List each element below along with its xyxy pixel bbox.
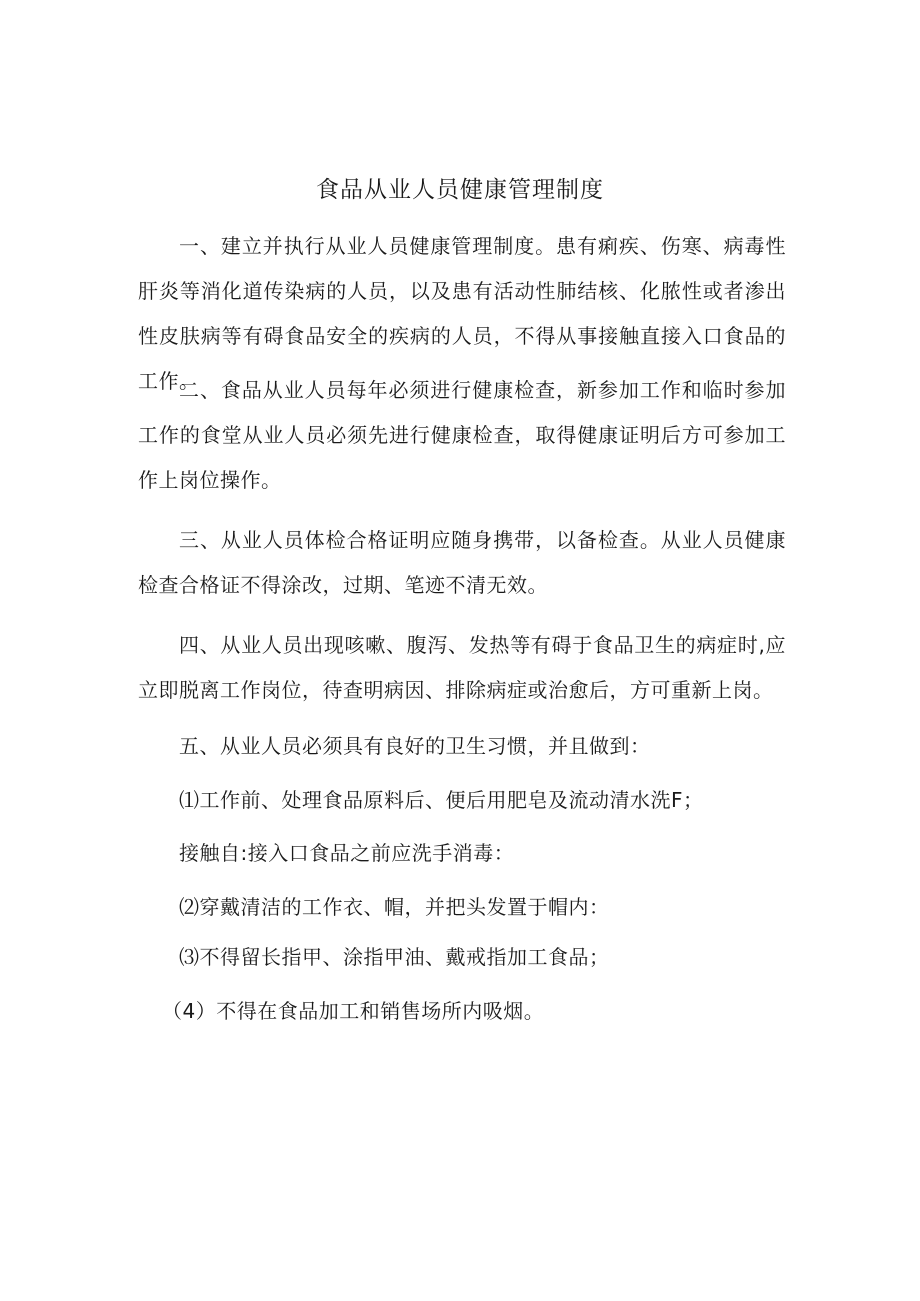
hygiene-item-4: （4）不得在食品加工和销售场所内吸烟。 bbox=[162, 999, 545, 1023]
paragraph-illness-removal: 四、从业人员出现咳嗽、腹泻、发热等有碍于食品卫生的病症时,应立即脱离工作岗位，待查明病因、排除病症或治愈后，方可重新上岗。 bbox=[138, 633, 786, 702]
hygiene-item-3: ⑶不得留长指甲、涂指甲油、戴戒指加工食品； bbox=[179, 945, 610, 969]
hygiene-item-1-continued: 接触自:接入口食品之前应洗手消毒： bbox=[179, 841, 515, 865]
paragraph-health-check: 二、食品从业人员每年必须进行健康检查，新参加工作和临时参加工作的食堂从业人员必须先进行健康检查，取得健康证明后方可参加工作上岗位操作。 bbox=[138, 378, 786, 492]
document-title: 食品从业人员健康管理制度 bbox=[316, 177, 604, 203]
hygiene-habits-heading: 五、从业人员必须具有良好的卫生习惯，并且做到： bbox=[179, 734, 651, 758]
paragraph-health-management: 一、建立并执行从业人员健康管理制度。患有痢疾、伤寒、病毒性肝炎等消化道传染病的人员，以及患有活动性肺结核、化脓性或者渗出性皮肤病等有碍食品安全的疾病的人员，不得从事接触直接入口食品的工作。 bbox=[138, 234, 786, 393]
hygiene-item-2: ⑵穿戴清洁的工作衣、帽，并把头发置于帽内： bbox=[179, 895, 610, 919]
paragraph-health-certificate: 三、从业人员体检合格证明应随身携带，以备检查。从业人员健康检查合格证不得涂改，过期、笔迹不清无效。 bbox=[138, 528, 786, 597]
hygiene-item-1: ⑴工作前、处理食品原料后、便后用肥皂及流动清水洗F； bbox=[179, 788, 704, 812]
